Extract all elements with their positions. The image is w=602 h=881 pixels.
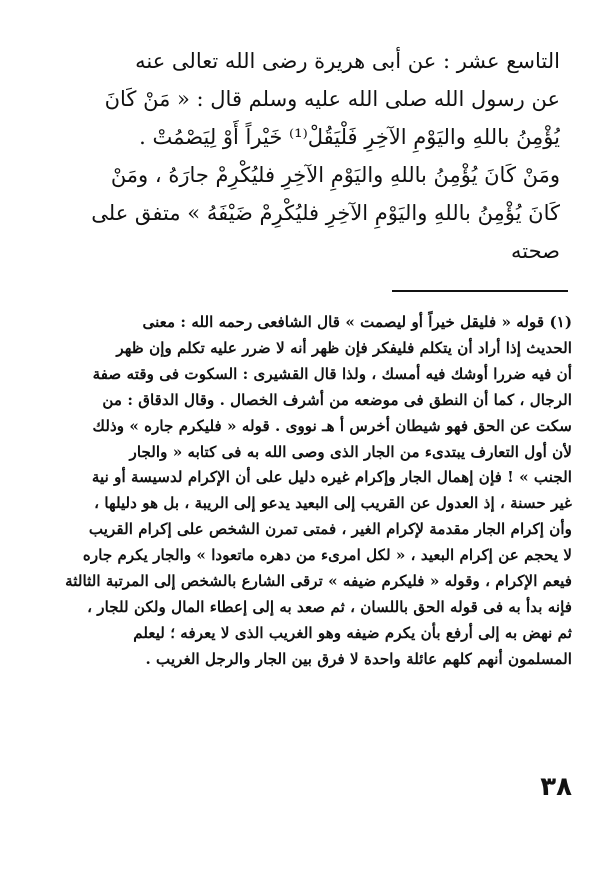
footnote-divider: [392, 290, 568, 292]
footnote-line: الجنب » ! فإن إهمال الجار وإكرام غيره دليل على أن الإكرام لدسيسة أو نية: [91, 468, 572, 487]
footnote-line: (١) قوله « فليقل خيراً أو ليصمت » قال الشافعى رحمه الله : معنى: [142, 313, 572, 331]
footnote-line: المسلمون أنهم كلهم عائلة واحدة لا فرق بين الجار والرجل الغريب .: [145, 649, 572, 668]
hadith-line: عن رسول الله صلى الله عليه وسلم قال : « مَنْ كَانَ: [104, 87, 560, 111]
footnote-line: الرجال ، كما أن النطق فى موضعه من أشرف الخصال . وقال الدقاق : من: [102, 390, 572, 409]
footnote-line: فيعم الإكرام ، وقوله « فليكرم ضيفه » ترقى الشارع بالشخص إلى المرتبة الثالثة: [65, 572, 572, 591]
footnote-text: [34, 310, 572, 673]
page-number: ٣٨: [540, 772, 572, 802]
hadith-line: كَانَ يُؤْمِنُ باللهِ واليَوْمِ الآخِرِ فليُكْرِمْ ضَيْفَهُ » متفق على: [91, 201, 560, 225]
footnote-line: غير حسنة ، إذ العدول عن القريب إلى البعيد يدعو إلى الريبة ، بل هو دليلها ،: [94, 494, 572, 513]
footnote-line: وأن إكرام الجار مقدمة لإكرام الغير ، فمتى تمرن الشخص على إكرام القريب: [88, 520, 572, 539]
footnote-line: الحديث إذا أراد أن يتكلم فليفكر فإن ظهر أنه لا ضرر عليه تكلم وإن ظهر: [116, 338, 572, 357]
hadith-line: صحته: [511, 239, 560, 263]
footnote-line: فإنه بدأ به فى قوله الحق باللسان ، ثم صعد به إلى إعطاء المال ولكن للجار ،: [87, 597, 572, 616]
hadith-text: [48, 42, 560, 270]
footnote-line: سكت عن الحق فهو شيطان أخرس أ هـ نووى . قوله « فليكرم جاره » وذلك: [92, 416, 572, 435]
hadith-line: ومَنْ كَانَ يُؤْمِنُ باللهِ واليَوْمِ الآخِرِ فليُكْرِمْ جارَهُ ، ومَنْ: [110, 163, 560, 187]
hadith-line: يُؤْمِنُ باللهِ واليَوْمِ الآخِرِ فَلْيَقُلْ⁽¹⁾ خَيْراً أَوْ لِيَصْمُتْ .: [139, 125, 560, 149]
footnote-line: لأن أول التعارف يبتدىء من الجار الذى وصى الله به فى كتابه « والجار: [129, 442, 572, 461]
footnote-line: ثم نهض به إلى أرفع بأن يكرم ضيفه وهو الغريب الذى لا يعرفه ؛ ليعلم: [133, 623, 572, 642]
hadith-line: التاسع عشر : عن أبى هريرة رضى الله تعالى عنه: [135, 49, 560, 73]
footnote-line: لا يحجم عن إكرام البعيد ، « لكل امرىء من دهره ماتعودا » والجار يكرم جاره: [82, 546, 572, 565]
footnote-line: أن فيه ضررا أوشك فيه أمسك ، ولذا قال القشيرى : السكوت فى وقته صفة: [92, 364, 572, 383]
